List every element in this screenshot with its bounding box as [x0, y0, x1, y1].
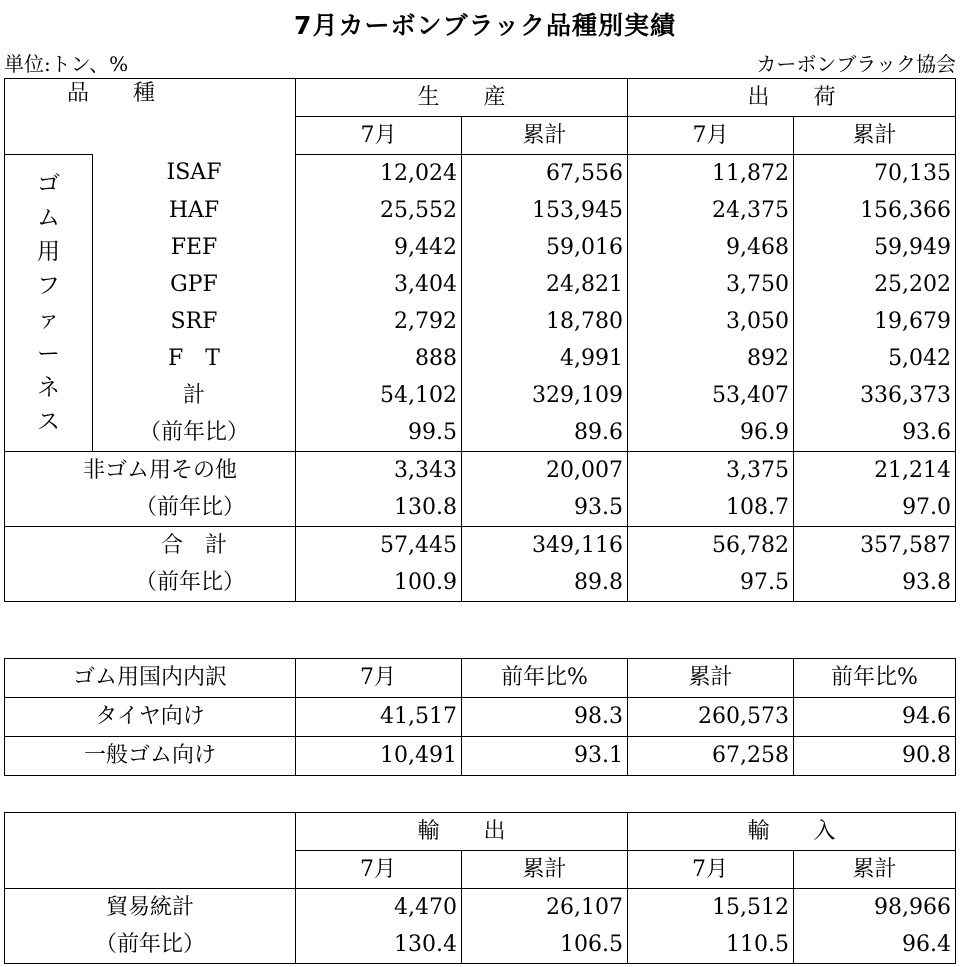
- row-name: GPF: [93, 266, 296, 303]
- ship-cumulative: 357,587: [794, 527, 956, 565]
- import-month: 15,512: [628, 889, 794, 927]
- row-name: （前年比）: [93, 414, 296, 452]
- row-name: 貿易統計: [5, 889, 296, 927]
- rubber-label-char: ス: [37, 409, 60, 435]
- row-name: （前年比）: [5, 564, 296, 602]
- cumulative-value: 260,573: [628, 698, 794, 737]
- row-name: SRF: [93, 303, 296, 340]
- ship-month: 3,050: [628, 303, 794, 340]
- table-row: [5, 155, 956, 193]
- row-name: 非ゴム用その他: [5, 452, 296, 490]
- rubber-label-char: ム: [37, 205, 60, 231]
- production-shipment-table: [4, 78, 956, 602]
- prod-month: 130.8: [296, 489, 462, 527]
- unit-label: 単位:トン、%: [4, 52, 129, 76]
- header-shipment: 出 荷: [628, 79, 956, 117]
- header-import: 輸 入: [628, 813, 956, 851]
- table-row: [5, 527, 956, 565]
- table-row: [5, 303, 956, 340]
- rubber-label-char: ァ: [37, 307, 60, 333]
- ship-cumulative: 336,373: [794, 377, 956, 414]
- prod-cumulative: 89.6: [462, 414, 628, 452]
- prod-month: 100.9: [296, 564, 462, 602]
- ship-cumulative: 21,214: [794, 452, 956, 490]
- ship-cumulative: 93.8: [794, 564, 956, 602]
- row-name: 合 計: [5, 527, 296, 565]
- row-name: FEF: [93, 229, 296, 266]
- ship-month: 892: [628, 340, 794, 377]
- row-name: （前年比）: [5, 926, 296, 964]
- header-kind: 品 種: [5, 79, 296, 155]
- header-month: 7月: [296, 659, 462, 698]
- ship-cumulative: 25,202: [794, 266, 956, 303]
- header-production: 生 産: [296, 79, 628, 117]
- page-title: 7月カーボンブラック品種別実績: [294, 11, 676, 40]
- ship-month: 3,750: [628, 266, 794, 303]
- header-row-1: [5, 813, 956, 851]
- prod-cumulative: 349,116: [462, 527, 628, 565]
- header-cumulative: 累計: [628, 659, 794, 698]
- month-value: 10,491: [296, 737, 462, 776]
- table-row: [5, 564, 956, 602]
- table-row: [5, 698, 956, 737]
- ratio1-value: 98.3: [462, 698, 628, 737]
- prod-month: 54,102: [296, 377, 462, 414]
- prod-month: 57,445: [296, 527, 462, 565]
- header-export-cumulative: 累計: [462, 851, 628, 889]
- prod-cumulative: 20,007: [462, 452, 628, 490]
- table-row: [5, 414, 956, 452]
- row-name: HAF: [93, 192, 296, 229]
- table-row: [5, 340, 956, 377]
- prod-month: 99.5: [296, 414, 462, 452]
- table-row: [5, 489, 956, 527]
- trade-statistics-table: [4, 812, 956, 964]
- ship-month: 24,375: [628, 192, 794, 229]
- row-name: ISAF: [93, 155, 296, 193]
- table-row: [5, 192, 956, 229]
- header-export: 輸 出: [296, 813, 628, 851]
- header-import-month: 7月: [628, 851, 794, 889]
- prod-cumulative: 67,556: [462, 155, 628, 193]
- ship-month: 11,872: [628, 155, 794, 193]
- export-cumulative: 26,107: [462, 889, 628, 927]
- header-export-month: 7月: [296, 851, 462, 889]
- table-row: [5, 377, 956, 414]
- ship-month: 97.5: [628, 564, 794, 602]
- header-ratio-2: 前年比%: [794, 659, 956, 698]
- rubber-label-char: ー: [37, 341, 60, 367]
- header-blank: [5, 813, 296, 889]
- header-domestic-label: ゴム用国内内訳: [5, 659, 296, 698]
- import-cumulative: 98,966: [794, 889, 956, 927]
- rubber-label-char: ゴ: [37, 171, 60, 197]
- header-prod-month: 7月: [296, 117, 462, 155]
- ship-month: 96.9: [628, 414, 794, 452]
- table-row: [5, 266, 956, 303]
- ship-cumulative: 59,949: [794, 229, 956, 266]
- prod-cumulative: 18,780: [462, 303, 628, 340]
- table-row: [5, 737, 956, 776]
- ship-cumulative: 70,135: [794, 155, 956, 193]
- header-ship-cumulative: 累計: [794, 117, 956, 155]
- ratio1-value: 93.1: [462, 737, 628, 776]
- ratio2-value: 94.6: [794, 698, 956, 737]
- ship-cumulative: 156,366: [794, 192, 956, 229]
- row-name: 計: [93, 377, 296, 414]
- ship-month: 56,782: [628, 527, 794, 565]
- table-row: [5, 452, 956, 490]
- ship-month: 9,468: [628, 229, 794, 266]
- rubber-furnace-label: [5, 155, 93, 452]
- row-name: タイヤ向け: [5, 698, 296, 737]
- source-label: カーボンブラック協会: [756, 52, 956, 76]
- prod-cumulative: 89.8: [462, 564, 628, 602]
- rubber-label-char: 用: [37, 239, 60, 265]
- export-month: 4,470: [296, 889, 462, 927]
- prod-month: 12,024: [296, 155, 462, 193]
- prod-month: 2,792: [296, 303, 462, 340]
- prod-cumulative: 4,991: [462, 340, 628, 377]
- ship-cumulative: 19,679: [794, 303, 956, 340]
- prod-cumulative: 24,821: [462, 266, 628, 303]
- table-row: [5, 889, 956, 927]
- row-name: 一般ゴム向け: [5, 737, 296, 776]
- header-ratio-1: 前年比%: [462, 659, 628, 698]
- prod-month: 3,343: [296, 452, 462, 490]
- header-prod-cumulative: 累計: [462, 117, 628, 155]
- row-name: （前年比）: [5, 489, 296, 527]
- ship-cumulative: 5,042: [794, 340, 956, 377]
- header-row-1: [5, 79, 956, 117]
- prod-month: 25,552: [296, 192, 462, 229]
- prod-month: 9,442: [296, 229, 462, 266]
- prod-cumulative: 93.5: [462, 489, 628, 527]
- header-import-cumulative: 累計: [794, 851, 956, 889]
- prod-month: 888: [296, 340, 462, 377]
- cumulative-value: 67,258: [628, 737, 794, 776]
- prod-cumulative: 329,109: [462, 377, 628, 414]
- ship-month: 3,375: [628, 452, 794, 490]
- export-cumulative: 106.5: [462, 926, 628, 964]
- prod-cumulative: 153,945: [462, 192, 628, 229]
- ship-cumulative: 93.6: [794, 414, 956, 452]
- ship-cumulative: 97.0: [794, 489, 956, 527]
- header-ship-month: 7月: [628, 117, 794, 155]
- prod-cumulative: 59,016: [462, 229, 628, 266]
- month-value: 41,517: [296, 698, 462, 737]
- domestic-breakdown-table: [4, 658, 956, 776]
- table-row: [5, 229, 956, 266]
- table-row: [5, 926, 956, 964]
- ratio2-value: 90.8: [794, 737, 956, 776]
- header-row: [5, 659, 956, 698]
- prod-month: 3,404: [296, 266, 462, 303]
- export-month: 130.4: [296, 926, 462, 964]
- ship-month: 108.7: [628, 489, 794, 527]
- rubber-label-char: フ: [37, 273, 60, 299]
- rubber-label-char: ネ: [37, 375, 60, 401]
- ship-month: 53,407: [628, 377, 794, 414]
- import-month: 110.5: [628, 926, 794, 964]
- row-name: F T: [93, 340, 296, 377]
- import-cumulative: 96.4: [794, 926, 956, 964]
